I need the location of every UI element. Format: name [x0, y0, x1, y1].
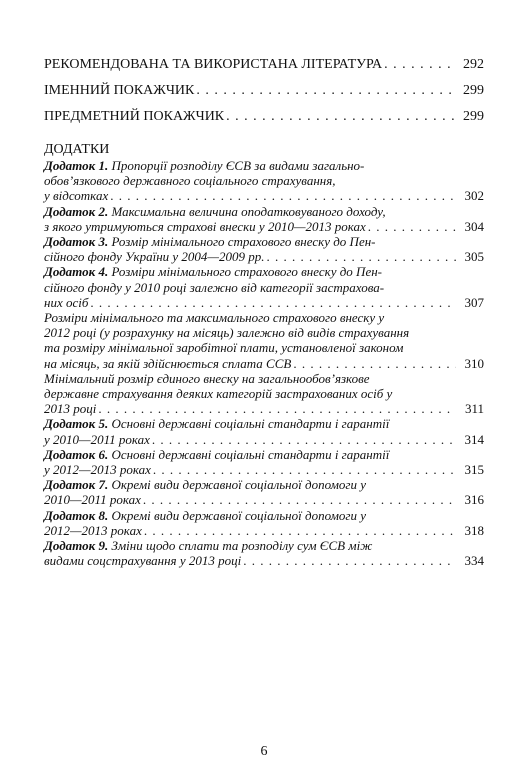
appendix-label: Додаток 5. — [44, 416, 109, 432]
appendix-entry-5[interactable] — [44, 416, 484, 446]
appendix-line-last: у 2012—2013 роках — [44, 462, 151, 478]
appendix-line: Окремі види державної соціальної допомоги у — [111, 477, 366, 493]
appendix-entry-4-sub-2012[interactable] — [44, 310, 484, 371]
appendix-line-last: видами соцстрахування у 2013 році — [44, 553, 242, 569]
toc-top-section — [44, 56, 484, 134]
dot-leader — [226, 108, 456, 126]
dot-leader — [152, 432, 456, 447]
appendix-page: 314 — [464, 431, 484, 447]
appendix-label: Додаток 6. — [44, 446, 109, 462]
appendix-page: 304 — [464, 218, 484, 234]
appendix-label: Додаток 2. — [44, 203, 109, 219]
appendix-line-last: сійного фонду України у 2004—2009 рр. — [44, 249, 265, 265]
appendix-page: 318 — [464, 522, 484, 538]
appendix-page: 310 — [464, 355, 484, 371]
appendix-line-last: на місяць, за якій здійснюється сплата ССВ — [44, 355, 292, 371]
appendix-entry-3[interactable] — [44, 234, 484, 264]
appendices-title: ДОДАТКИ — [44, 142, 110, 157]
appendix-entry-4[interactable] — [44, 264, 484, 310]
dot-leader — [144, 523, 456, 538]
toc-entry-page: 299 — [463, 109, 484, 124]
dot-leader — [384, 56, 456, 74]
appendix-line-last: 2013 році — [44, 401, 97, 417]
appendix-line: Пропорції розподілу ЄСВ за видами загально- — [111, 158, 365, 173]
toc-entry-page: 299 — [463, 83, 484, 98]
appendix-line: Окремі види державної соціальної допомоги у — [111, 507, 366, 523]
appendix-line-last: 2010—2011 роках — [44, 492, 141, 508]
appendix-entry-9[interactable] — [44, 538, 484, 568]
appendix-line: Основні державні соціальні стандарти і гарантії — [111, 416, 390, 432]
toc-entry-subject-index[interactable] — [44, 108, 484, 126]
toc-entry-title: ПРЕДМЕТНИЙ ПОКАЖЧИК — [44, 109, 225, 124]
toc-entry-page: 292 — [463, 57, 484, 72]
dot-leader — [293, 356, 456, 371]
toc-entry-title: ІМЕННИЙ ПОКАЖЧИК — [44, 83, 195, 98]
toc-entry-title: РЕКОМЕНДОВАНА ТА ВИКОРИСТАНА ЛІТЕРАТУРА — [44, 57, 383, 72]
appendix-page: 316 — [464, 492, 484, 508]
appendix-line-last: у 2010—2011 роках — [44, 431, 150, 447]
appendix-line: Розміри мінімального та максимального страхового внеску у — [44, 310, 385, 326]
dot-leader — [143, 492, 456, 507]
appendix-label: Додаток 1. — [44, 158, 109, 173]
appendix-line: Розміри мінімального страхового внеску до Пен- — [111, 264, 382, 280]
dot-leader — [243, 553, 456, 568]
appendix-entry-2[interactable] — [44, 204, 484, 234]
dot-leader — [110, 188, 456, 203]
appendix-label: Додаток 9. — [44, 538, 109, 554]
dot-leader — [266, 249, 456, 264]
appendix-line: Максимальна величина оподатковуваного доходу, — [111, 203, 386, 219]
appendix-line: Зміни щодо сплати та розподілу сум ЄСВ між — [111, 538, 373, 554]
dot-leader — [196, 82, 456, 100]
appendix-line: та розміру мінімальної заробітної плати, установленої законом — [44, 340, 404, 356]
appendix-entry-8[interactable] — [44, 508, 484, 538]
appendix-line-last: них осіб — [44, 294, 89, 310]
appendix-label: Додаток 4. — [44, 264, 109, 280]
dot-leader — [153, 462, 456, 477]
appendix-line: державне страхування деяких категорій застрахованих осіб у — [44, 386, 393, 402]
appendix-entry-7[interactable] — [44, 477, 484, 507]
appendix-entry-4-sub-2013[interactable] — [44, 371, 484, 417]
appendices-section — [44, 142, 484, 568]
appendix-label: Додаток 3. — [44, 234, 109, 250]
appendix-page: 315 — [464, 462, 484, 478]
page-number: 6 — [260, 744, 268, 759]
appendix-page: 334 — [464, 553, 484, 569]
appendix-page: 307 — [464, 294, 484, 310]
appendix-line: сійного фонду у 2010 році залежно від категорії застрахова- — [44, 279, 385, 295]
appendix-page: 305 — [464, 249, 484, 265]
appendix-line: 2012 році (у розрахунку на місяць) залежно від видів страхування — [44, 325, 410, 341]
appendix-line: Мінімальний розмір єдиного внеску на загальнообов’язкове — [44, 370, 370, 386]
appendix-line-last: 2012—2013 роках — [44, 522, 142, 538]
toc-entry-literature[interactable] — [44, 56, 484, 74]
appendix-entry-1[interactable] — [44, 158, 484, 204]
dot-leader — [98, 401, 456, 416]
appendix-line: обов’язкового державного соціального страхування, — [44, 173, 336, 189]
appendix-page: 302 — [464, 188, 484, 204]
appendix-entry-6[interactable] — [44, 447, 484, 477]
dot-leader — [368, 219, 456, 234]
appendix-line: Основні державні соціальні стандарти і гарантії — [111, 446, 390, 462]
appendix-label: Додаток 7. — [44, 477, 109, 493]
dot-leader — [90, 295, 456, 310]
appendix-line-last: з якого утримуються страхові внески у 2010—2013 роках — [44, 218, 366, 234]
appendix-line: Розмір мінімального страхового внеску до Пен- — [111, 234, 376, 250]
appendix-label: Додаток 8. — [44, 507, 109, 523]
appendix-line-last: у відсотках — [44, 188, 109, 204]
appendix-page: 311 — [464, 401, 484, 417]
toc-entry-name-index[interactable] — [44, 82, 484, 100]
